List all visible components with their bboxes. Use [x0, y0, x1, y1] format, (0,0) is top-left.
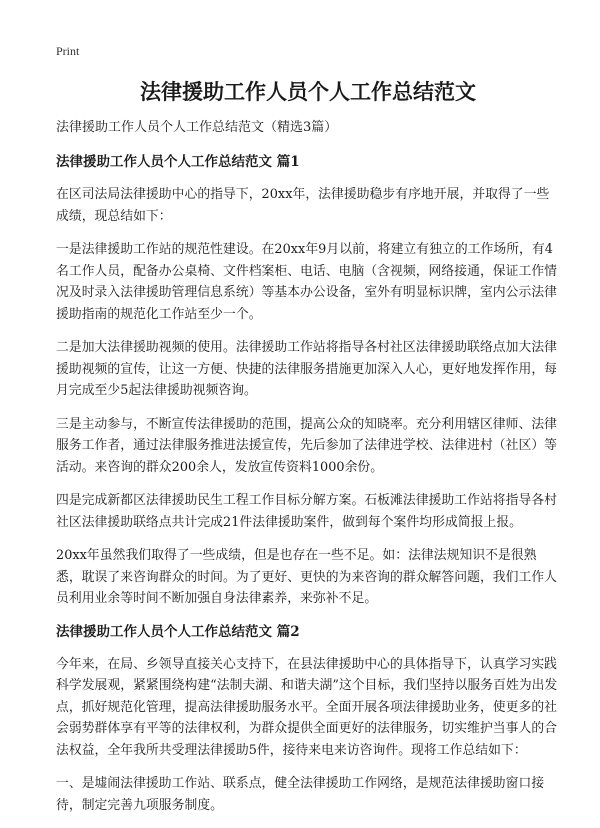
- section-heading-1: 法律援助工作人员个人工作总结范文 篇1: [56, 154, 300, 170]
- paragraph: 四是完成新都区法律援助民生工程工作目标分解方案。石板滩法律援助工作站将指导各村社区法律援助联络点共计完成21件法律援助案件，做到每个案件均形成简报上报。: [56, 493, 558, 530]
- document-subtitle: 法律援助工作人员个人工作总结范文（精选3篇）: [56, 120, 338, 135]
- document-title: 法律援助工作人员个人工作总结范文: [140, 79, 476, 104]
- section-heading-2: 法律援助工作人员个人工作总结范文 篇2: [56, 623, 300, 640]
- paragraph: 今年来，在局、乡领导直接关心支持下，在县法律援助中心的具体指导下，认真学习实践科学发展观，紧紧围绕构建“法制夫湖、和谐夫湖”这个目标，我们坚持以服务百姓为出发点，抓好规范化管理，提高法律援助服务水平。全面开展各项法律援助业务，使更多的社会弱势群体享有平等的法律权利，为群众提供全面更好的法律服务，切实维护当事人的合法权益，全年我所共受理法律援助5件，接待来电来访咨询件。现将工作总结如下：: [56, 656, 558, 758]
- print-link[interactable]: Print: [56, 44, 80, 58]
- document-body: [56, 118, 560, 828]
- paragraph: 一是法律援助工作站的规范性建设。在20xx年9月以前，将建立有独立的工作场所，有4名工作人员，配备办公桌椅、文件档案柜、电话、电脑（含视频，网络接通，保证工作情况及时录入法律援助管理信息系统）等基本办公设备，室外有明显标识牌，室内公示法律援助指南的规范化工作站至少一个。: [56, 242, 558, 322]
- paragraph: 20xx年虽然我们取得了一些成绩，但是也存在一些不足。如：法律法规知识不是很熟悉，耽误了来咨询群众的时间。为了更好、更快的为来咨询的群众解答问题，我们工作人员利用业余等时间不断加强自身法律素养，来弥补不足。: [56, 548, 558, 606]
- paragraph: 二是加大法律援助视频的使用。法律援助工作站将指导各村社区法律援助联络点加大法律援助视频的宣传，让这一方便、快捷的法律服务措施更加深入人心，更好地发挥作用，每月完成至少5起法律援助视频咨询。: [56, 340, 558, 398]
- paragraph: 一、是墟闹法律援助工作站、联系点，健全法律援助工作网络，是规范法律援助窗口接待，制定完善九项服务制度。: [56, 776, 545, 813]
- paragraph: 三是主动参与，不断宣传法律援助的范围，提高公众的知晓率。充分利用辖区律师、法律服务工作者，通过法律服务推进法援宣传，先后参加了法律进学校、法律进村（社区）等活动。来咨询的群众200余人，发放宣传资料1000余份。: [56, 416, 558, 475]
- paragraph: 在区司法局法律援助中心的指导下，20xx年，法律援助稳步有序地开展，并取得了一些成绩，现总结如下：: [56, 187, 550, 224]
